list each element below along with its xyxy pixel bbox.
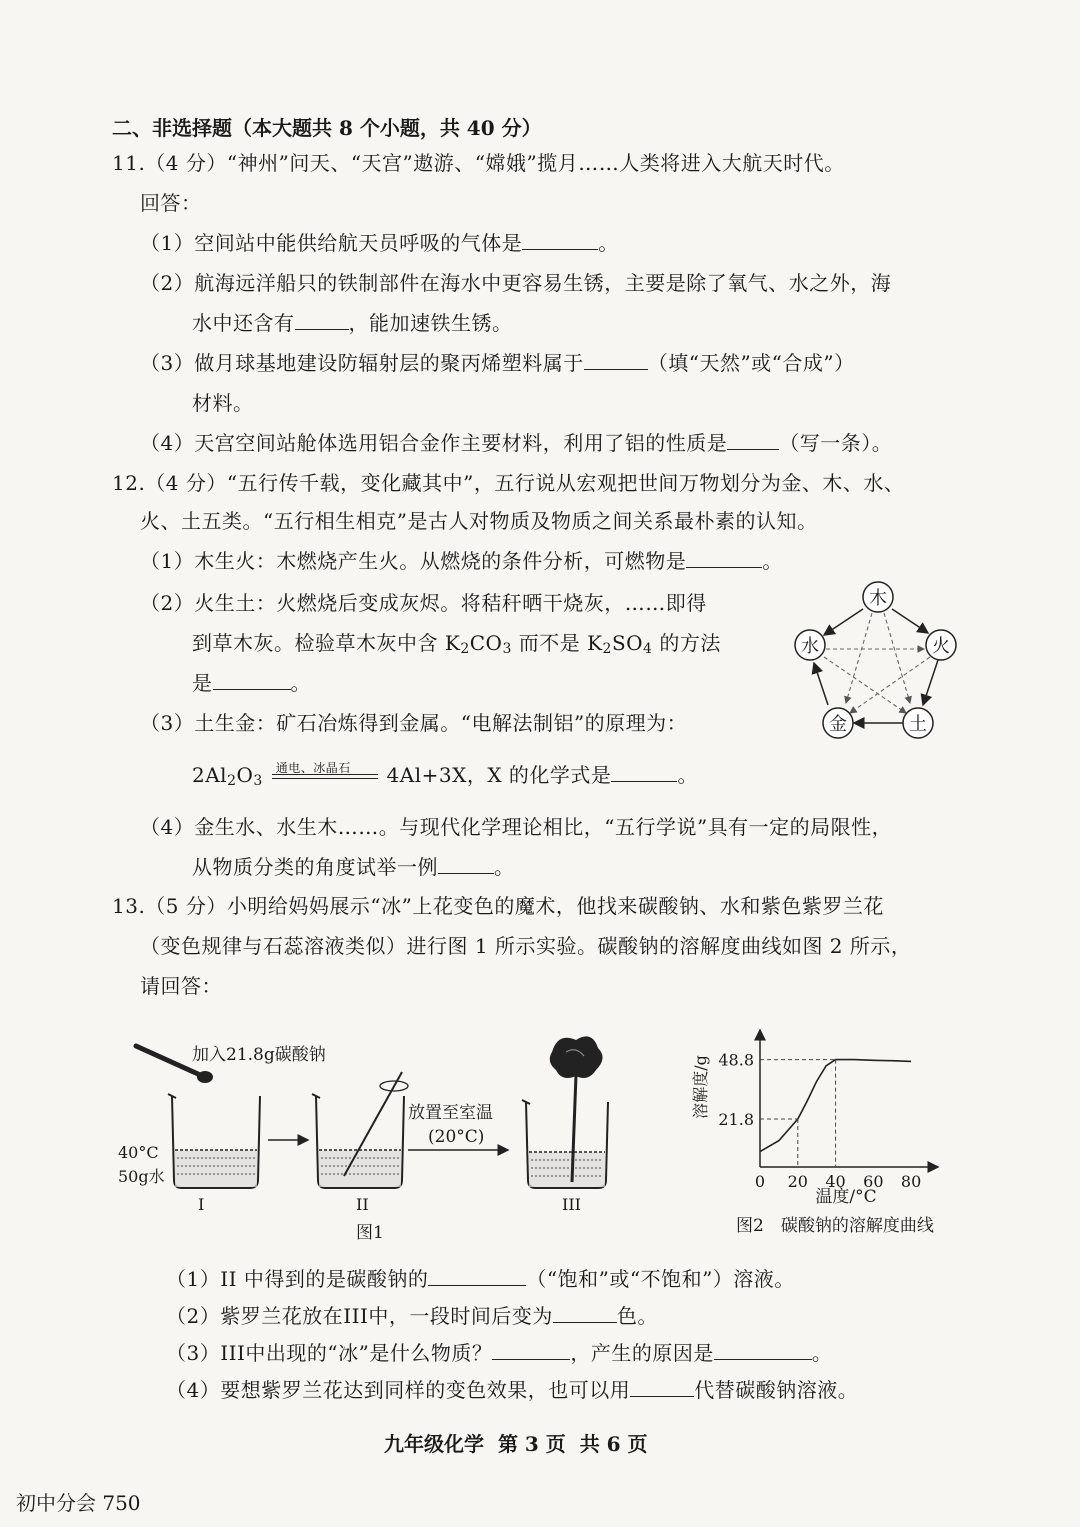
q13-p2-end: 色。 [616,1304,658,1328]
q12-part3-line1: （3）土生金：矿石冶炼得到金属。“电解法制铝”的原理为： [140,711,688,735]
eq-sub-3: 3 [253,773,263,789]
corner-watermark: 初中分会 750 [16,1491,141,1515]
y-axis-label: 溶解度/g [691,1055,710,1119]
q11-p2-text: 水中还含有 [192,311,295,335]
eq-line-1 [272,774,378,775]
dash-wood-metal [846,613,872,703]
label-fire: 火 [932,636,950,657]
footer-total: 共 6 页 [579,1432,648,1456]
beaker-1 [168,1094,260,1188]
fig1-beaker1-label: I [198,1195,205,1214]
q13-part2 [166,1303,658,1329]
q12-p2-text-a: 到草木灰。检验草木灰中含 K [192,631,461,655]
q12-p1-blank[interactable] [686,549,762,568]
q11-stem-2: 回答： [140,191,202,215]
q12-stem: 12.（4 分）“五行传千载，变化藏其中”，五行说从宏观把世间万物划分为金、木、水、 [112,471,905,495]
five-elements-diagram [788,575,968,745]
q11-p2-end: ，能加速铁生锈。 [348,311,513,335]
q11-p4-text: （4）天宫空间站舱体选用铝合金作主要材料，利用了铝的性质是 [140,431,728,455]
page-footer [384,1428,648,1457]
arrow-wood-to-fire [892,609,928,633]
q12-p2-text-c: 而不是 K [511,631,603,655]
eq-condition-text: 通电、冰晶石 [275,760,351,775]
eq-condition-arrow [270,760,380,787]
section-title: 二、非选择题（本大题共 8 个小题，共 40 分） [112,116,542,140]
q12-part2-line1: （2）火生土：火燃烧后变成灰烬。将秸秆晒干烧灰，……即得 [140,591,707,615]
q11-part3-line2: 材料。 [192,391,254,415]
fig1-temp-label: 40°C [118,1143,159,1162]
q12-p2-text-e: 的方法 [652,631,721,655]
eq-line-2 [272,778,378,779]
q13-p3-blank-1[interactable] [492,1341,570,1360]
arrow-fire-to-earth [923,660,938,705]
q13-p3-blank-2[interactable] [714,1341,812,1360]
q11-p1-text: （1）空间站中能供给航天员呼吸的气体是 [140,231,523,255]
arrow-wood-to-water [824,609,863,635]
q12-p2-text-b: CO [469,631,503,655]
q11-part1 [140,230,619,256]
q13-p4-end: 代替碳酸钠溶液。 [694,1378,859,1402]
q12-part2-line3 [192,670,311,696]
eq-end: 。 [677,763,698,787]
q12-p2-sub-b: 3 [502,641,512,657]
x-axis-label: 温度/°C [815,1187,877,1207]
x-tick-label: 60 [863,1172,884,1191]
eq-sub-2: 2 [227,773,237,789]
fig1-caption: 图1 [356,1223,384,1243]
dash-fire-metal [850,657,930,713]
q13-p1-text: （1）II 中得到的是碳酸钠的 [166,1267,429,1291]
dash-water-earth [824,657,906,713]
q12-p2-end: 。 [290,671,311,695]
x-tick-label: 0 [754,1172,766,1191]
fig1-water-label: 50g水 [118,1167,165,1186]
fig1-arrow-label-1: 放置至室温 [408,1103,493,1123]
q12-p4-text: 从物质分类的角度试举一例 [192,855,438,879]
beaker-3 [522,1036,608,1188]
q12-part4-line1: （4）金生水、水生木……。与现代化学理论相比，“五行学说”具有一定的局限性， [140,815,893,839]
q13-part4 [166,1377,858,1403]
q12-p3-blank[interactable] [611,763,677,782]
fig2-caption: 图2 碳酸钠的溶解度曲线 [736,1216,934,1236]
q13-stem: 13.（5 分）小明给妈妈展示“冰”上花变色的魔术，他找来碳酸钠、水和紫色紫罗兰花 [112,894,884,918]
q12-p4-blank[interactable] [438,855,494,874]
label-wood: 木 [869,588,887,609]
x-tick-label: 40 [825,1172,846,1191]
q11-p3-text: （3）做月球基地建设防辐射层的聚丙烯塑料属于 [140,351,584,375]
q11-part2-line2 [192,310,513,336]
fig1-add-label: 加入21.8g碳酸钠 [192,1045,326,1065]
q12-part2-line2 [192,630,721,662]
q12-stem-2: 火、土五类。“五行相生相克”是古人对物质及物质之间关系最朴素的认知。 [140,509,818,533]
q12-p2-blank[interactable] [213,671,291,690]
eq-o: O [236,763,254,787]
label-water: 水 [801,636,819,657]
q11-p4-end: （写一条）。 [779,431,893,455]
q11-p1-blank[interactable] [522,231,598,250]
q13-p2-blank[interactable] [553,1304,617,1323]
q12-equation [192,762,698,794]
fig1-arrow-label-2: (20°C) [428,1127,485,1147]
q12-p1-text: （1）木生火：木燃烧产生火。从燃烧的条件分析，可燃物是 [140,549,687,573]
q12-part4-line2 [192,854,515,880]
q12-p2-sub-a: 2 [460,641,470,657]
q13-part1 [166,1266,795,1292]
q13-p1-hint: （“饱和”或“不饱和”）溶液。 [526,1267,795,1291]
fig1-beaker3-label: III [562,1195,581,1214]
q13-p2-text: （2）紫罗兰花放在III中，一段时间后变为 [166,1304,553,1328]
q13-part3 [166,1340,832,1366]
q12-p2-sub-c: 2 [602,641,612,657]
q13-p4-blank[interactable] [630,1378,694,1397]
q12-p4-end: 。 [494,855,515,879]
q11-part4 [140,430,892,456]
q13-p1-blank[interactable] [428,1267,526,1286]
q13-stem-3: 请回答： [140,974,222,998]
q11-p2-blank[interactable] [295,311,349,330]
spatula-icon [136,1046,198,1074]
y-tick-label: 48.8 [718,1050,754,1070]
q12-p2-shi: 是 [192,671,213,695]
q13-p3-end: 。 [811,1341,833,1365]
figure-2-chart [680,1025,970,1245]
figure-1 [110,1030,640,1250]
label-earth: 土 [909,714,927,735]
q11-stem: 11.（4 分）“神州”问天、“天宫”遨游、“嫦娥”揽月……人类将进入大航天时代。 [112,151,845,175]
eq-al: 2Al [192,763,228,787]
q11-p1-end: 。 [598,231,619,255]
x-tick-label: 20 [787,1172,808,1191]
q12-p1-end: 。 [762,549,783,573]
eq-right: 4Al+3X，X 的化学式是 [386,763,612,787]
q11-p3-hint: （填“天然”或“合成”） [647,351,855,375]
fig1-beaker2-label: II [356,1195,369,1214]
q12-part1 [140,548,783,574]
violet-flower-icon [550,1036,603,1078]
q13-stem-2: （变色规律与石蕊溶液类似）进行图 1 所示实验。碳酸钠的溶解度曲线如图 2 所示， [140,934,912,958]
dash-wood-earth [884,613,910,703]
beaker-2 [312,1072,408,1188]
arrow-metal-to-water [814,663,828,705]
x-tick-label: 80 [900,1172,922,1191]
label-metal: 金 [829,714,847,735]
q12-p2-sub-d: 4 [643,641,653,657]
powder-icon [197,1071,213,1083]
q12-p2-text-d: SO [611,631,644,655]
footer-page: 第 3 页 [497,1432,566,1456]
q13-p4-text: （4）要想紫罗兰花达到同样的变色效果，也可以用 [166,1378,631,1402]
y-tick-label: 21.8 [718,1110,754,1130]
q11-p4-blank[interactable] [727,431,779,450]
q13-p3-text: （3）III中出现的“冰”是什么物质？ [166,1341,493,1365]
chart-marks [718,1051,921,1191]
q11-part3-line1 [140,350,855,376]
q11-part2-line1: （2）航海远洋船只的铁制部件在海水中更容易生锈，主要是除了氧气、水之外，海 [140,271,892,295]
q13-p3-text-2: ，产生的原因是 [570,1341,714,1365]
footer-subject: 九年级化学 [384,1432,484,1456]
q11-p3-blank[interactable] [584,351,648,370]
